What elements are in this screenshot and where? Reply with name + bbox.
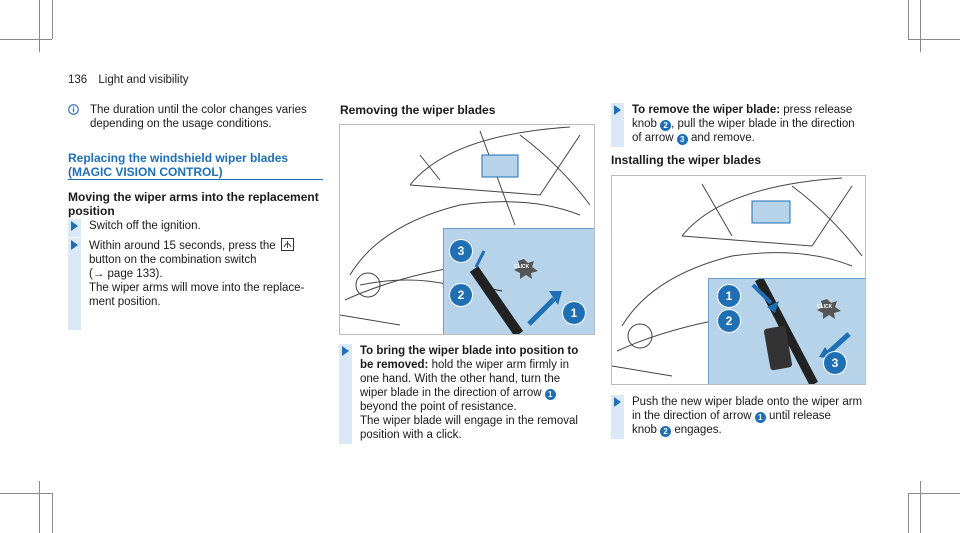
label-1: 1: [562, 301, 586, 325]
click-label: CLICK: [817, 304, 833, 310]
crop-mark: [920, 0, 921, 52]
step-switch-off: Switch off the ignition.: [68, 219, 323, 237]
step-press-button: Within around 15 seconds, press the button on the combination switch (→ page 133). The wiper arms will move into the replace- ment position.: [68, 238, 323, 330]
step-arrow-icon: [71, 240, 78, 250]
figure-detail-inset: [708, 278, 866, 385]
step-arrow-icon: [614, 105, 621, 115]
step-arrow-icon: [71, 221, 78, 231]
crop-mark: [908, 493, 960, 494]
step-arrow-icon: [342, 346, 349, 356]
ref-label-1: 1: [755, 412, 766, 423]
step-remove-blade: To remove the wiper blade: press release knob 2 , pull the wiper blade in the direction of arrow 3 and remove.: [611, 103, 869, 147]
page-header: [68, 74, 189, 86]
label-2: 2: [449, 283, 473, 307]
ref-label-2: 2: [660, 426, 671, 437]
subheading-removing: Removing the wiper blades: [340, 103, 496, 117]
info-icon: [68, 104, 79, 115]
note-line: The duration until the color changes varies: [90, 104, 307, 116]
label-3: 3: [449, 239, 473, 263]
step-arrow-icon: [614, 397, 621, 407]
label-1: 1: [717, 284, 741, 308]
crop-mark: [0, 39, 52, 40]
crop-mark: [920, 481, 921, 533]
section-title: Light and visibility: [98, 74, 189, 86]
crop-mark: [908, 39, 960, 40]
info-note: [68, 103, 323, 131]
ref-label-1: 1: [545, 389, 556, 400]
crop-mark: [0, 493, 52, 494]
crop-mark: [52, 0, 53, 39]
ref-label-2: 2: [660, 120, 671, 131]
section-heading-replacing: Replacing the windshield wiper blades (MAGIC VISION CONTROL): [68, 151, 289, 179]
wiper-button-icon: [281, 238, 294, 251]
page-number: 136: [68, 74, 88, 86]
crop-mark: [908, 493, 909, 533]
step-push-new-blade: Push the new wiper blade onto the wiper arm in the direction of arrow 1 until release knob 2 engages.: [611, 395, 869, 439]
crop-mark: [52, 493, 53, 533]
crop-mark: [39, 0, 40, 52]
note-line: depending on the usage conditions.: [90, 118, 272, 130]
subheading-moving: Moving the wiper arms into the replacement position: [68, 190, 319, 218]
ref-label-3: 3: [677, 134, 688, 145]
click-label: CLICK: [514, 264, 530, 270]
heading-divider: [68, 179, 323, 180]
subheading-installing: Installing the wiper blades: [611, 153, 762, 167]
crop-mark: [908, 0, 909, 39]
figure-detail-inset: [443, 228, 595, 335]
crop-mark: [39, 481, 40, 533]
figure-removing: [339, 124, 595, 335]
label-3: 3: [823, 351, 847, 375]
step-bring-into-position: To bring the wiper blade into position to be removed: hold the wiper arm firmly in one hand. With the other hand, turn the wiper blade in the direction of arrow 1 beyond the point of resistance. The wiper blade will engage in the removal position with a click.: [339, 344, 597, 444]
figure-installing: [611, 175, 866, 385]
label-2: 2: [717, 309, 741, 333]
